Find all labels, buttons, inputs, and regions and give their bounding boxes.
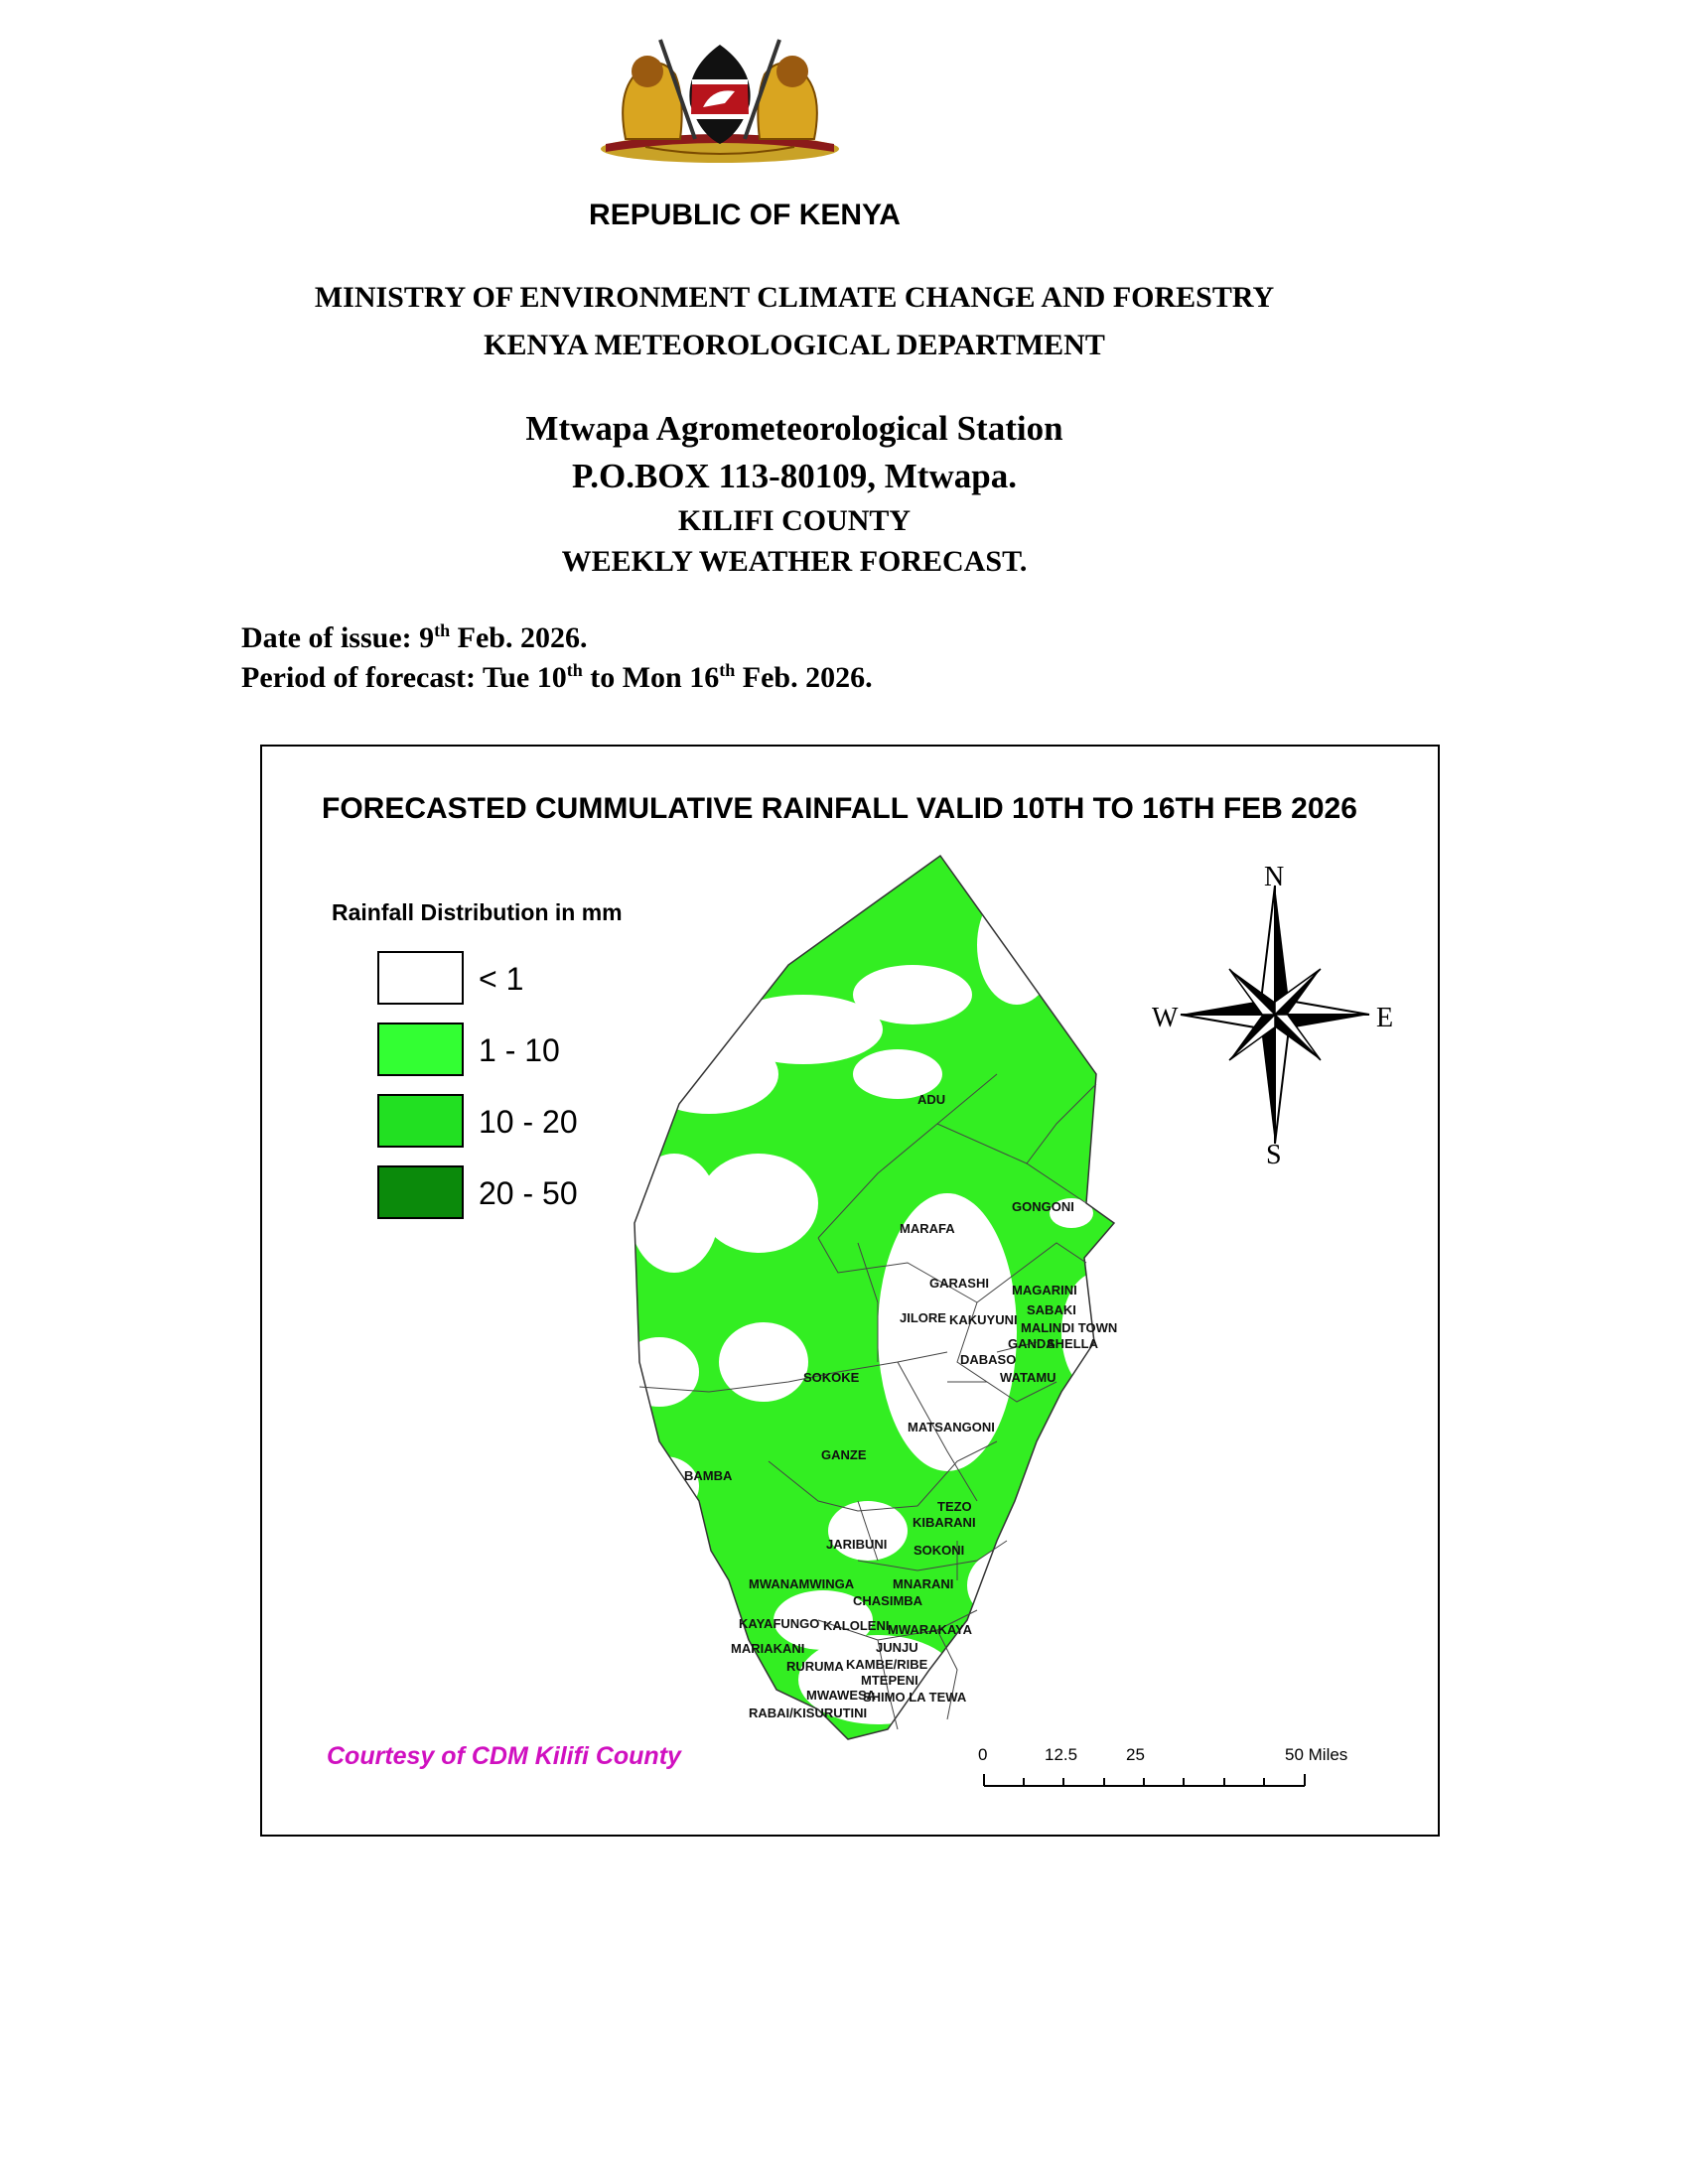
place-label: KAMBE/RIBE <box>846 1657 928 1672</box>
place-label: JUNJU <box>876 1640 918 1655</box>
report-type: WEEKLY WEATHER FORECAST. <box>561 545 1028 578</box>
place-label: MARIAKANI <box>731 1641 805 1656</box>
place-label: GANDA <box>1008 1336 1055 1351</box>
place-label: KIBARANI <box>913 1515 976 1530</box>
place-label: SOKONI <box>914 1543 965 1558</box>
period-to-suffix: th <box>719 660 736 680</box>
map-title: FORECASTED CUMMULATIVE RAINFALL VALID 10TH TO 16TH FEB 2026 <box>322 792 1357 825</box>
place-label: MWANAMWINGA <box>749 1576 855 1591</box>
legend-label-20-50: 20 - 50 <box>479 1175 578 1211</box>
department-heading: KENYA METEOROLOGICAL DEPARTMENT <box>484 329 1105 361</box>
place-label: MNARANI <box>893 1576 954 1591</box>
place-label: MATSANGONI <box>908 1420 995 1434</box>
scale-tick-label: 50 Miles <box>1285 1745 1348 1764</box>
place-label: KALOLENI <box>823 1618 890 1633</box>
period-from-suffix: th <box>566 660 583 680</box>
issue-day-suffix: th <box>434 620 451 640</box>
rainfall-map-svg <box>262 747 1438 1835</box>
place-label: GANZE <box>821 1447 867 1462</box>
legend-swatch-1-10 <box>378 1024 463 1075</box>
place-label: MWAWESA <box>806 1688 877 1703</box>
period-month-year: Feb. 2026. <box>742 661 873 694</box>
period-label: Period of forecast: Tue 10 <box>241 661 567 694</box>
map-legend <box>332 899 623 1218</box>
compass-north: N <box>1264 862 1285 892</box>
place-label: KAKUYUNI <box>949 1312 1018 1327</box>
legend-title: Rainfall Distribution in mm <box>332 899 623 925</box>
station-name: Mtwapa Agrometeorological Station <box>525 409 1063 448</box>
scale-tick-label: 12.5 <box>1045 1745 1078 1764</box>
place-label: GONGONI <box>1012 1199 1074 1214</box>
place-label: RURUMA <box>786 1659 844 1674</box>
place-label: MTEPENI <box>861 1673 918 1688</box>
place-label: GARASHI <box>929 1276 989 1291</box>
legend-label-1-10: 1 - 10 <box>479 1032 560 1068</box>
compass-south: S <box>1266 1140 1282 1170</box>
county-name: KILIFI COUNTY <box>677 504 912 537</box>
place-label: SOKOKE <box>803 1370 860 1385</box>
compass-east: E <box>1376 1003 1394 1033</box>
place-label: MWARAKAYA <box>888 1622 972 1637</box>
issue-month-year: Feb. 2026. <box>457 621 588 654</box>
place-label: MALINDI TOWN <box>1021 1320 1118 1335</box>
coat-of-arms <box>586 30 854 164</box>
place-label: SABAKI <box>1027 1302 1076 1317</box>
scale-tick-label: 0 <box>978 1745 988 1764</box>
place-label: CHASIMBA <box>853 1593 923 1608</box>
scale-bar <box>978 1745 1347 1786</box>
place-label: JARIBUNI <box>826 1537 888 1552</box>
place-label: ADU <box>917 1092 946 1107</box>
place-label: DABASO <box>960 1352 1017 1367</box>
kilifi-county-map <box>620 856 1131 1774</box>
compass-west: W <box>1152 1003 1179 1033</box>
map-credit: Courtesy of CDM Kilifi County <box>327 1742 681 1770</box>
date-of-issue <box>241 620 587 655</box>
place-label: KAYAFUNGO <box>739 1616 820 1631</box>
period-of-forecast <box>241 660 873 695</box>
legend-label-less-1: < 1 <box>479 961 524 997</box>
republic-heading: REPUBLIC OF KENYA <box>589 199 901 231</box>
issue-day: 9 <box>419 621 435 654</box>
rainfall-map <box>260 745 1440 1837</box>
legend-swatch-less-1 <box>378 952 463 1004</box>
compass-rose-icon <box>1152 862 1393 1170</box>
place-label: RABAI/KISURUTINI <box>749 1706 868 1720</box>
place-label: BAMBA <box>684 1468 733 1483</box>
period-mid: to Mon 16 <box>590 661 720 694</box>
place-label: MAGARINI <box>1012 1283 1077 1297</box>
place-label: WATAMU <box>1000 1370 1056 1385</box>
station-address: P.O.BOX 113-80109, Mtwapa. <box>572 457 1017 495</box>
place-label: TEZO <box>937 1499 972 1514</box>
ministry-heading: MINISTRY OF ENVIRONMENT CLIMATE CHANGE AND FORESTRY <box>314 281 1275 314</box>
place-label: JILORE <box>900 1310 946 1325</box>
place-label: SHIMO LA TEWA <box>863 1690 967 1705</box>
scale-tick-label: 25 <box>1126 1745 1145 1764</box>
legend-label-10-20: 10 - 20 <box>479 1104 578 1140</box>
issue-label: Date of issue: <box>241 621 412 654</box>
legend-swatch-10-20 <box>378 1095 463 1147</box>
place-label: MARAFA <box>900 1221 955 1236</box>
legend-swatch-20-50 <box>378 1166 463 1218</box>
place-label: SHELLA <box>1047 1336 1098 1351</box>
